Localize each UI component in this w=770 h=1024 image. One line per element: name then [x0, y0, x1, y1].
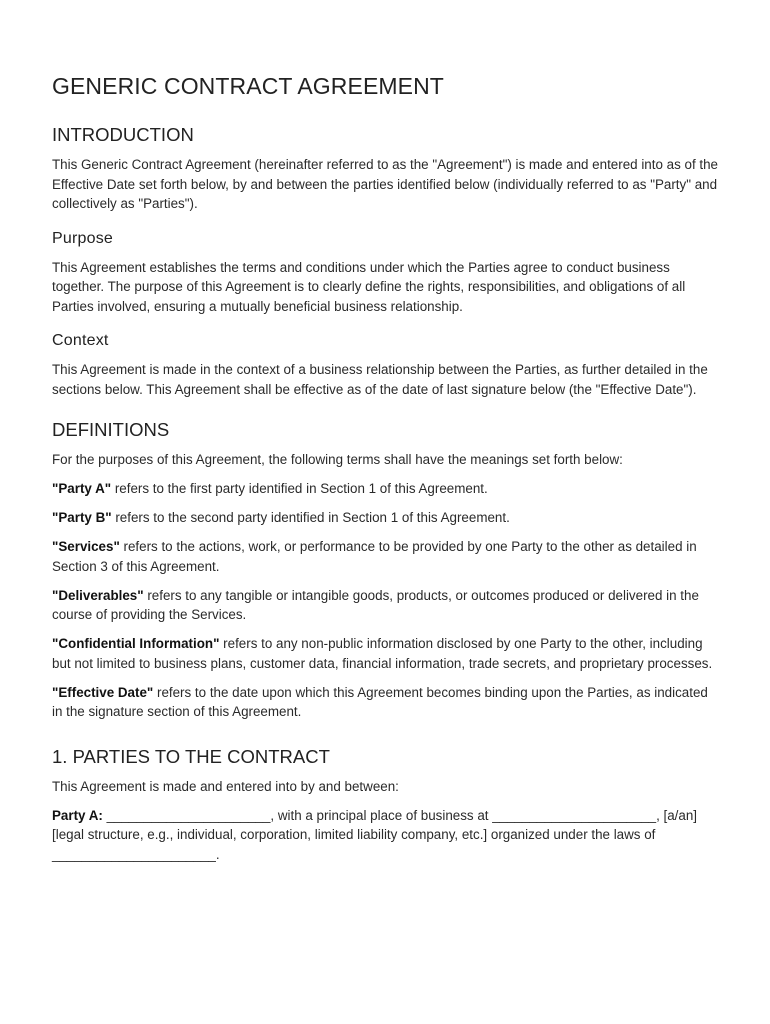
definition-text: refers to the date upon which this Agreement becomes binding upon the Parties, as indicated in the signature section of this Agreement.: [52, 684, 708, 719]
context-heading: Context: [52, 332, 109, 349]
definition-text: refers to any tangible or intangible goods, products, or outcomes produced or delivered in the course of providing the Services.: [52, 587, 699, 622]
definition-item-effective-date: [52, 683, 718, 722]
parties-intro: This Agreement is made and entered into by and between:: [52, 778, 399, 794]
definition-item-party-a: [52, 479, 718, 499]
definition-item-confidential-information: [52, 634, 718, 673]
definition-term: "Party B": [52, 510, 112, 525]
definition-term: "Services": [52, 539, 120, 554]
definition-item-deliverables: [52, 586, 718, 625]
purpose-paragraph: This Agreement establishes the terms and conditions under which the Parties agree to conduct business together. The purpose of this Agreement is to clearly define the rights, responsibilities, and obligations of all Parties involved, ensuring a mutually beneficial business relationship.: [52, 259, 686, 314]
introduction-paragraph: This Generic Contract Agreement (hereinafter referred to as the "Agreement") is made and entered into as of the Effective Date set forth below, by and between the parties identified below (individually referred to as "Party" and collectively as "Parties").: [52, 157, 718, 211]
definition-item-services: [52, 537, 718, 576]
definition-term: "Party A": [52, 481, 112, 496]
party-a-label: Party A:: [52, 807, 103, 823]
parties-heading: 1. PARTIES TO THE CONTRACT: [52, 745, 330, 767]
purpose-heading: Purpose: [52, 229, 113, 247]
definitions-intro: For the purposes of this Agreement, the following terms shall have the meanings set forth below:: [52, 452, 623, 467]
party-a-clause: [52, 806, 718, 865]
introduction-heading: INTRODUCTION: [52, 124, 194, 145]
definition-term: "Deliverables": [52, 587, 144, 603]
party-a-text: ______________________, with a principal place of business at ______________________, [a/an] [legal structure, e.g., individual, corporation, limited liability company, etc.] organized under the laws of ______________________.: [52, 807, 698, 862]
definition-text: refers to the first party identified in Section 1 of this Agreement.: [111, 481, 488, 496]
definition-term: "Confidential Information": [52, 636, 220, 651]
definition-item-party-b: [52, 508, 718, 528]
definition-text: refers to the second party identified in Section 1 of this Agreement.: [111, 510, 510, 525]
definitions-heading: DEFINITIONS: [52, 419, 170, 440]
document-title: GENERIC CONTRACT AGREEMENT: [52, 73, 444, 99]
context-paragraph: This Agreement is made in the context of a business relationship between the Parties, as further detailed in the sections below. This Agreement shall be effective as of the date of last signature below (the "Effective Date").: [52, 362, 708, 397]
definition-text: refers to the actions, work, or performance to be provided by one Party to the other as detailed in Section 3 of this Agreement.: [52, 539, 697, 574]
definition-text: refers to any non-public information disclosed by one Party to the other, including but not limited to business plans, customer data, financial information, trade secrets, and proprietary processes.: [52, 636, 713, 671]
definition-term: "Effective Date": [52, 684, 154, 700]
